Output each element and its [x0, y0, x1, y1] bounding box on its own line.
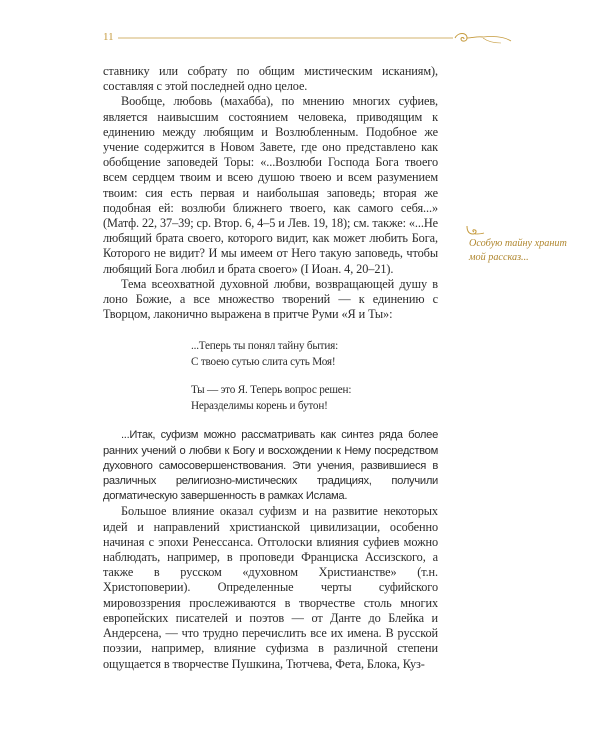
- margin-note: [465, 237, 575, 264]
- paragraph-4: ...Итак, суфизм можно рассматривать как синтез ряда более ранних учений о любви к Богу и восхождении к Нему посредством духовного самосовершенствования. Эти учения, развившиеся в различных религиозно-мистических традициях, получили догматическую завершенность в рамках Ислама.: [103, 429, 438, 503]
- paragraph-1: ставнику или собрату по общим мистическим исканиям), составляя с этой последней одно целое.: [103, 64, 438, 94]
- page-number: 11: [103, 31, 114, 43]
- paragraph-5: Большое влияние оказал суфизм и на развитие некоторых идей и направлений христианской цивилизации, особенно начиная с эпохи Ренессанса. Отголоски влияния суфиев можно наблюдать, например, в проповеди Франциска Ассизского, а также в русском «духовном Христианстве» (т.н. Христоповерии). Определенные черты суфийского мировоззрения прослеживаются в творчестве столь многих европейских писателей и поэтов — от Данте до Блейка и Андерсена, — что трудно перечислить все их имена. В русской поэзии, например, влияние суфизма в различной степени ощущается в творчестве Пушкина, Тютчева, Фета, Блока, Куз-: [103, 504, 438, 671]
- stanza-2: [191, 382, 438, 414]
- verse-line: С твоею сутью слита суть Моя!: [191, 356, 336, 369]
- verse-line: Ты — это Я. Теперь вопрос решен:: [191, 384, 352, 397]
- flourish-icon: [465, 225, 485, 237]
- paragraph-2: Вообще, любовь (махабба), по мнению многих суфиев, является наивысшим состоянием человека, приводящим к единению между любящим и Возлюбленным. Подобное же учение содержится в Новом Завете, где оно представлено как обобщение заповедей Торы: «...Возлюби Господа Бога твоего всем сердцем твоим и всею душою твоею и всем разумением твоим: сия есть первая и наибольшая заповедь; вторая же подобная ей: возлюби ближнего твоего, как самого себя...» (Матф. 22, 37–39; ср. Втор. 6, 4–5 и Лев. 19, 18); см. также: «...Не любящий брата своего, которого видит, как может любить Бога, Которого не видит? И мы имеем от Него такую заповедь, чтобы любящий Бога любил и брата своего» (I Иоан. 4, 20–21).: [103, 94, 438, 276]
- verse-line: Неразделимы корень и бутон!: [191, 400, 328, 413]
- verse-line: ...Теперь ты понял тайну бытия:: [191, 340, 338, 353]
- margin-note-text: Особую тайну хранит мой рассказ...: [469, 238, 567, 263]
- stanza-1: [191, 338, 438, 370]
- main-text: [103, 64, 438, 672]
- header-ornament: [0, 24, 600, 64]
- paragraph-3: Тема всеохватной духовной любви, возвращающей душу в лоно Божие, а все множество творений — к единению с Творцом, лаконично выражена в притче Руми «Я и Ты»:: [103, 276, 438, 322]
- poem-quote: [191, 338, 438, 414]
